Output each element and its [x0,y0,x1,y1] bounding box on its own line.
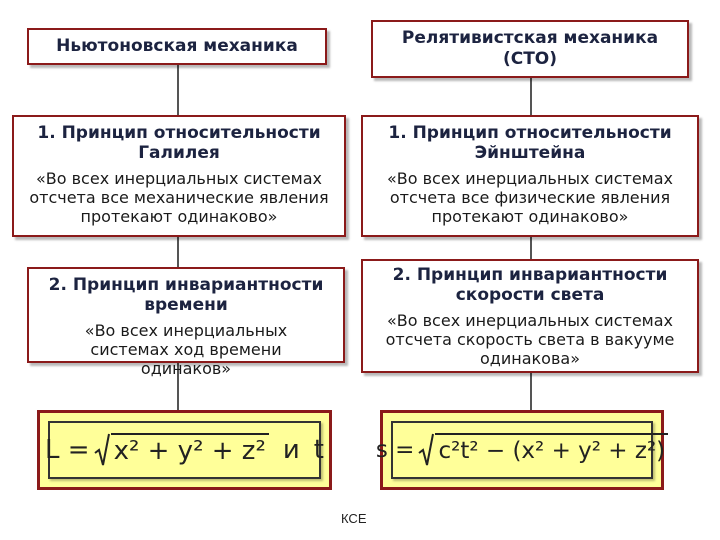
einstein-principle-title: 1. Принцип относительности Эйнштейна [388,123,672,163]
relativistic-formula-panel [375,421,666,479]
newtonian-formula-panel [45,421,324,479]
connector-left-top [177,63,179,115]
einstein-principle-text: «Во всех инерциальных системах отсчета все физические явления протекают одинаково» [386,169,674,226]
newtonian-formula-frame [37,410,332,490]
light-speed-invariance-text: «Во всех инерциальных системах отсчета скорость света в вакууме одинакова» [385,311,675,368]
newtonian-formula-tail: t [313,435,324,465]
relativistic-header-title: Релятивистская механика [401,28,659,48]
galileo-principle-title: 1. Принцип относительности Галилея [37,123,321,163]
light-speed-invariance-box [361,259,699,373]
connector-left-mid [177,237,179,267]
newtonian-formula-radicand: x² + y² + z² [111,433,269,467]
galileo-principle-text: «Во всех инерциальных системах отсчета все механические явления протекают одинаково» [29,169,329,226]
relativistic-formula-lhs: s = [375,437,415,463]
einstein-principle-box [361,115,699,237]
newtonian-formula [45,433,324,467]
relativistic-formula-radicand: c²t² − (x² + y² + z²) [435,433,668,467]
connector-right-top [530,78,532,115]
footer-label: КСЕ [341,511,367,526]
time-invariance-box [27,267,345,378]
newtonian-formula-conj: и [282,435,300,465]
relativistic-header-subtitle: (СТО) [502,49,558,69]
newtonian-header-title: Ньютоновская механика [56,36,298,56]
sqrt-icon [94,433,269,467]
time-invariance-text: «Во всех инерциальных системах ход времени одинаков» [84,321,288,378]
time-invariance-title: 2. Принцип инвариантности времени [48,275,324,315]
sqrt-icon [418,433,668,467]
galileo-principle-box [12,115,346,237]
connector-right-mid [530,237,532,259]
relativistic-formula [376,433,668,467]
relativistic-header-box [371,20,689,78]
connector-right-bottom [530,373,532,410]
light-speed-invariance-title: 2. Принцип инвариантности скорости света [392,265,668,305]
newtonian-formula-lhs: L = [45,435,90,465]
relativistic-formula-frame [375,410,666,490]
newtonian-header-box [27,28,327,65]
